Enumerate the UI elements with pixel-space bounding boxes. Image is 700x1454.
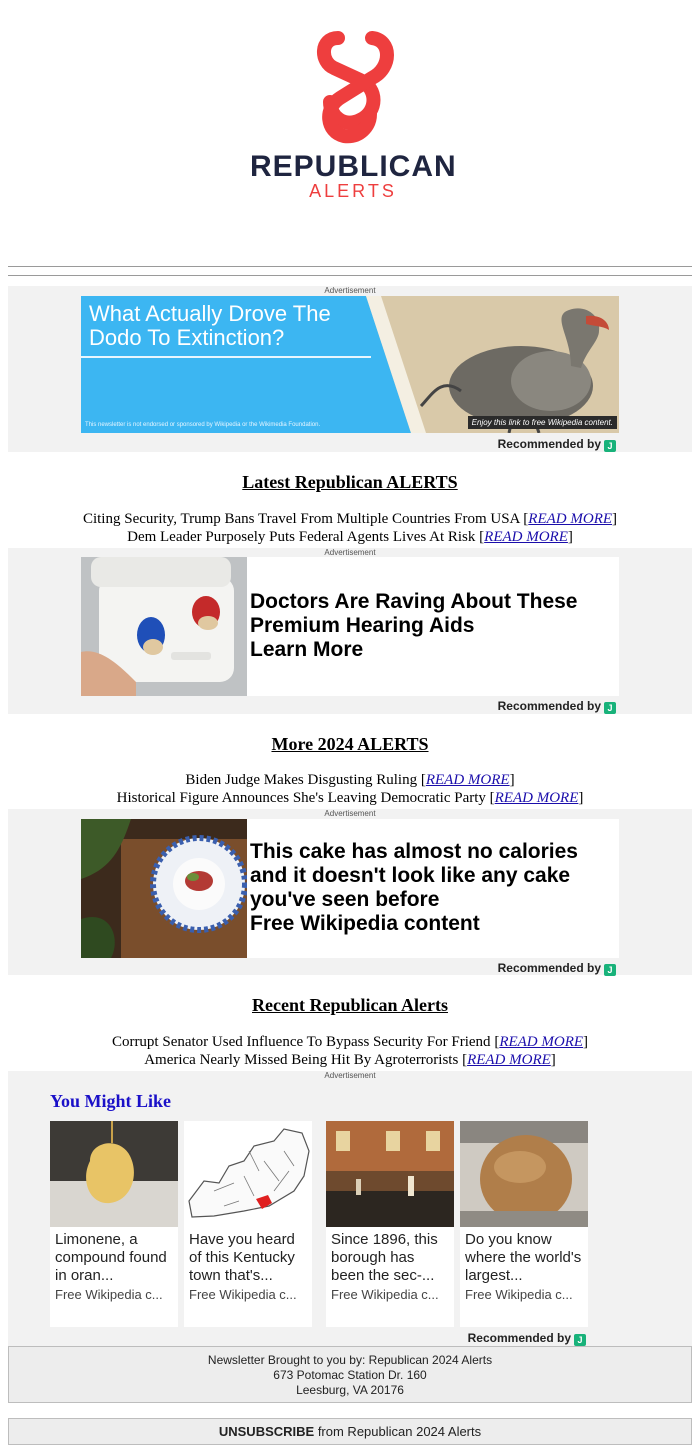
headline-item: Dem Leader Purposely Puts Federal Agents Lives At Risk [READ MORE] bbox=[127, 529, 573, 545]
cake-ad-line2: and it doesn't look like any cake bbox=[250, 864, 571, 887]
card-text: Since 1896, this borough has been the sec-... bbox=[331, 1231, 438, 1284]
hearing-aid-image bbox=[81, 557, 247, 696]
ad-label: Advertisement bbox=[324, 1071, 376, 1080]
cake-ad-line1: This cake has almost no calories bbox=[250, 840, 578, 863]
headline-item: Corrupt Senator Used Influence To Bypass Security For Friend [READ MORE] bbox=[111, 1034, 589, 1050]
jeeng-icon: J bbox=[604, 702, 616, 714]
unsubscribe-strong: UNSUBSCRIBE bbox=[218, 1424, 315, 1439]
headline-text[interactable]: Historical Figure Announces She's Leaving Democratic Party bbox=[116, 790, 486, 806]
recommended-by-label: Recommended by bbox=[497, 437, 601, 451]
recommended-by-label: Recommended by bbox=[497, 699, 601, 713]
headline-text[interactable]: Dem Leader Purposely Puts Federal Agents Lives At Risk bbox=[127, 529, 476, 545]
recommended-by-label: Recommended by bbox=[467, 1331, 571, 1345]
hearing-ad-line1: Doctors Are Raving About These bbox=[250, 590, 578, 613]
footer-address-line2: Leesburg, VA 20176 bbox=[296, 1383, 404, 1397]
ad-label: Advertisement bbox=[324, 286, 376, 295]
card-source: Free Wikipedia c... bbox=[465, 1287, 573, 1302]
ad-block-banner bbox=[8, 286, 692, 452]
section-title: More 2024 ALERTS bbox=[271, 734, 429, 754]
recommended-by[interactable] bbox=[498, 437, 616, 452]
headline-text[interactable]: Citing Security, Trump Bans Travel From Multiple Countries From USA bbox=[82, 511, 520, 527]
jeeng-icon: J bbox=[604, 964, 616, 976]
card-image bbox=[460, 1121, 588, 1227]
card-source: Free Wikipedia c... bbox=[55, 1287, 163, 1302]
headline-item: America Nearly Missed Being Hit By Agroterrorists [READ MORE] bbox=[144, 1052, 556, 1068]
recommended-by-label: Recommended by bbox=[497, 961, 601, 975]
ad-label: Advertisement bbox=[324, 809, 376, 818]
headline-item: Biden Judge Makes Disgusting Ruling [READ MORE] bbox=[185, 772, 515, 788]
logo-title: REPUBLICAN bbox=[250, 150, 457, 183]
banner-headline: What Actually Drove The Dodo To Extinction? bbox=[89, 301, 331, 350]
headline-text[interactable]: America Nearly Missed Being Hit By Agroterrorists bbox=[144, 1052, 459, 1068]
banner-disclaimer: This newsletter is not endorsed or sponsored by Wikipedia or the Wikimedia Foundation. bbox=[85, 422, 321, 428]
jeeng-icon: J bbox=[604, 440, 616, 452]
dodo-banner-ad[interactable] bbox=[81, 296, 619, 433]
cake-ad[interactable] bbox=[81, 819, 619, 958]
headline-text[interactable]: Biden Judge Makes Disgusting Ruling bbox=[185, 772, 418, 788]
card-text: Do you know where the world's largest... bbox=[465, 1231, 582, 1284]
cake-ad-line3: you've seen before bbox=[250, 888, 440, 911]
footer-address-line1: 673 Potomac Station Dr. 160 bbox=[273, 1368, 427, 1382]
newsletter-footer bbox=[8, 1346, 692, 1403]
banner-caption: Enjoy this link to free Wikipedia content. bbox=[468, 416, 617, 429]
hearing-ad-line3: Learn More bbox=[250, 638, 364, 661]
jeeng-icon: J bbox=[574, 1334, 586, 1346]
recommended-by[interactable] bbox=[498, 961, 616, 976]
section-title: Latest Republican ALERTS bbox=[242, 472, 458, 492]
read-more-link[interactable]: READ MORE bbox=[528, 511, 613, 527]
divider bbox=[8, 266, 692, 267]
headline-item: Citing Security, Trump Bans Travel From Multiple Countries From USA [READ MORE] bbox=[82, 511, 618, 527]
logo-mark-icon bbox=[300, 28, 410, 148]
hearing-ad-line2: Premium Hearing Aids bbox=[250, 614, 475, 637]
logo-subtitle: ALERTS bbox=[309, 181, 397, 201]
card-image bbox=[184, 1121, 312, 1227]
card-text: Have you heard of this Kentucky town that's... bbox=[189, 1231, 295, 1284]
recommended-by[interactable] bbox=[468, 1331, 586, 1346]
footer-sender: Newsletter Brought to you by: Republican 2024 Alerts bbox=[207, 1353, 493, 1367]
read-more-link[interactable]: READ MORE bbox=[499, 1034, 584, 1050]
unsubscribe-link[interactable] bbox=[8, 1418, 692, 1445]
card-source: Free Wikipedia c... bbox=[331, 1287, 439, 1302]
card-image bbox=[326, 1121, 454, 1227]
recommendation-card[interactable] bbox=[326, 1121, 454, 1327]
unsubscribe-rest: from Republican 2024 Alerts bbox=[314, 1424, 482, 1439]
ad-block-cake bbox=[8, 809, 692, 975]
you-might-like-block bbox=[8, 1071, 692, 1346]
brand-logo[interactable] bbox=[250, 28, 457, 203]
cake-image bbox=[81, 819, 247, 958]
recommendation-card[interactable] bbox=[50, 1121, 178, 1327]
read-more-link[interactable]: READ MORE bbox=[425, 772, 510, 788]
headline-item: Historical Figure Announces She's Leaving Democratic Party [READ MORE] bbox=[116, 790, 584, 806]
read-more-link[interactable]: READ MORE bbox=[494, 790, 579, 806]
card-text: Limonene, a compound found in oran... bbox=[55, 1231, 167, 1284]
headline-text[interactable]: Corrupt Senator Used Influence To Bypass Security For Friend bbox=[111, 1034, 491, 1050]
banner-divider bbox=[81, 356, 371, 358]
you-might-like-title: You Might Like bbox=[50, 1091, 172, 1111]
ad-block-hearing bbox=[8, 548, 692, 714]
recommended-by[interactable] bbox=[498, 699, 616, 714]
recommendation-card[interactable] bbox=[460, 1121, 588, 1327]
recommendation-card[interactable] bbox=[184, 1121, 312, 1327]
hearing-aid-ad[interactable] bbox=[81, 557, 619, 696]
card-image bbox=[50, 1121, 178, 1227]
section-title: Recent Republican Alerts bbox=[252, 995, 448, 1015]
card-source: Free Wikipedia c... bbox=[189, 1287, 297, 1302]
cake-ad-line4: Free Wikipedia content bbox=[250, 912, 480, 935]
ad-label: Advertisement bbox=[324, 548, 376, 557]
divider bbox=[8, 275, 692, 276]
read-more-link[interactable]: READ MORE bbox=[467, 1052, 551, 1068]
read-more-link[interactable]: READ MORE bbox=[484, 529, 568, 545]
